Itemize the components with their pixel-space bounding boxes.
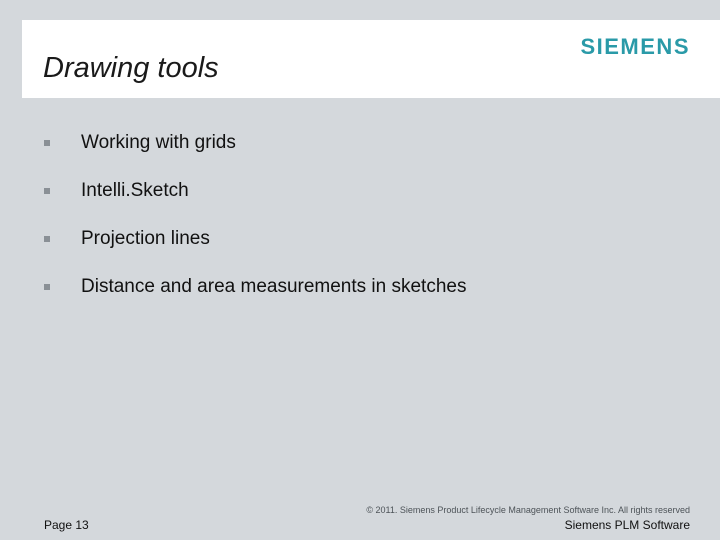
square-bullet-icon	[44, 140, 50, 146]
bullet-text: Distance and area measurements in sketches	[81, 276, 467, 297]
bullet-text: Working with grids	[81, 132, 236, 153]
square-bullet-icon	[44, 188, 50, 194]
copyright-notice: © 2011. Siemens Product Lifecycle Management Software Inc. All rights reserved	[366, 505, 690, 515]
bullet-text: Projection lines	[81, 228, 210, 249]
bullet-item	[44, 130, 644, 158]
bullet-item	[44, 226, 644, 254]
slide-title: Drawing tools	[43, 52, 219, 84]
siemens-logo: SIEMENS	[580, 34, 690, 59]
bullet-item	[44, 178, 644, 206]
footer-brand: Siemens PLM Software	[564, 518, 690, 532]
bullet-text: Intelli.Sketch	[81, 180, 189, 201]
slide-header	[22, 20, 720, 98]
square-bullet-icon	[44, 284, 50, 290]
square-bullet-icon	[44, 236, 50, 242]
bullet-item	[44, 274, 644, 302]
page-number: Page 13	[44, 518, 89, 532]
